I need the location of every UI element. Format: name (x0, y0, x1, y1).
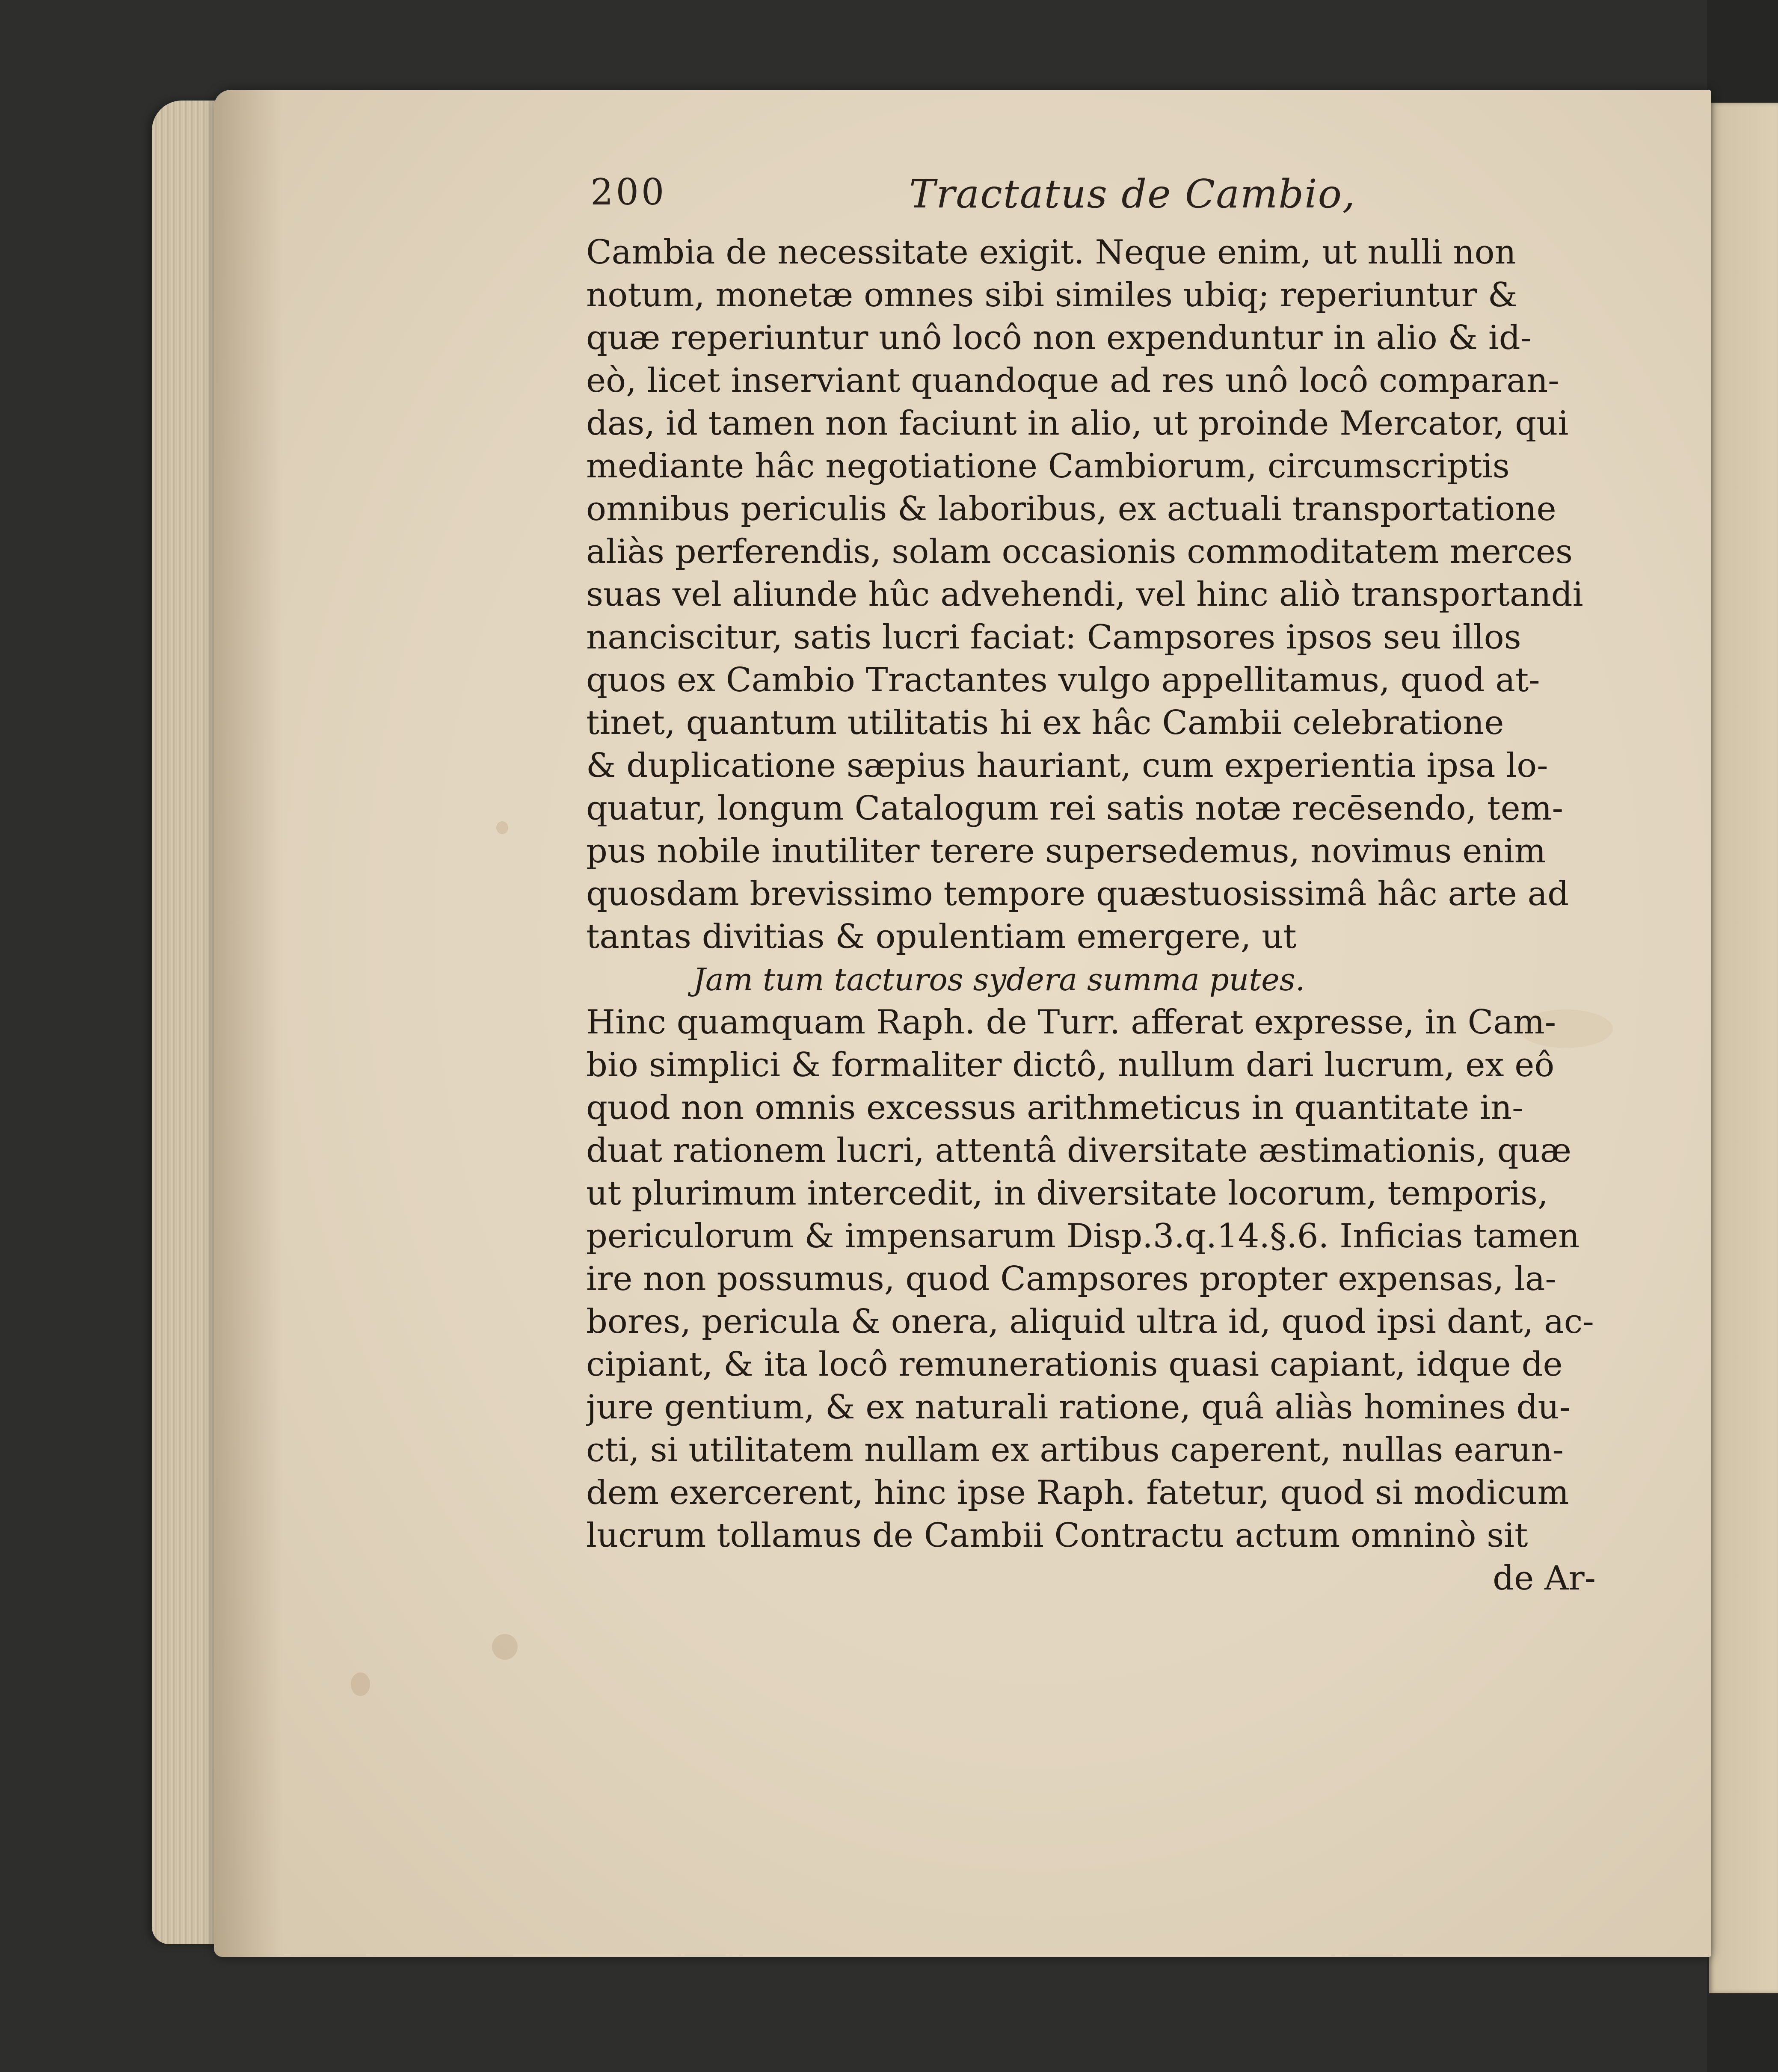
text-line: lucrum tollamus de Cambii Contractu actum omninò sit (586, 1516, 1528, 1555)
text-line: & duplicatione sæpius hauriant, cum experientia ipsa lo- (586, 746, 1548, 785)
text-line: cti, si utilitatem nullam ex artibus caperent, nullas earun- (586, 1431, 1564, 1469)
text-line: quæ reperiuntur unô locô non expenduntur in alio & id- (586, 319, 1532, 357)
page-number: 200 (590, 171, 667, 213)
catchword: de Ar- (1493, 1559, 1596, 1598)
text-line: tinet, quantum utilitatis hi ex hâc Cambii celebratione (586, 704, 1504, 742)
text-line: mediante hâc negotiatione Cambiorum, circumscriptis (586, 447, 1510, 485)
verse-quotation: Jam tum tacturos sydera summa putes. (693, 962, 1305, 998)
foxing-spot (496, 821, 508, 834)
text-line: pus nobile inutiliter terere supersedemus, novimus enim (586, 832, 1546, 870)
text-line: periculorum & impensarum Disp.3.q.14.§.6. Inficias tamen (586, 1217, 1580, 1255)
text-line: jure gentium, & ex naturali ratione, quâ aliàs homines du- (586, 1388, 1571, 1427)
text-line: ire non possumus, quod Campsores propter expensas, la- (586, 1260, 1556, 1298)
text-line: ut plurimum intercedit, in diversitate locorum, temporis, (586, 1174, 1548, 1213)
text-line: eò, licet inserviant quandoque ad res unô locô comparan- (586, 361, 1559, 400)
text-block (586, 231, 1604, 1600)
running-title: Tractatus de Cambio, (909, 171, 1356, 217)
text-line: omnibus periculis & laboribus, ex actuali transportatione (586, 490, 1556, 528)
text-line: Hinc quamquam Raph. de Turr. afferat expresse, in Cam- (586, 1003, 1556, 1042)
text-line: quatur, longum Catalogum rei satis notæ recēsendo, tem- (586, 789, 1563, 828)
text-line: Cambia de necessitate exigit. Neque enim, ut nulli non (586, 233, 1516, 272)
text-line: aliàs perferendis, solam occasionis commoditatem merces (586, 533, 1573, 571)
text-line: quos ex Cambio Tractantes vulgo appellitamus, quod at- (586, 661, 1540, 699)
text-line: notum, monetæ omnes sibi similes ubiq; reperiuntur & (586, 276, 1518, 314)
text-line: quod non omnis excessus arithmeticus in quantitate in- (586, 1089, 1523, 1127)
text-line: suas vel aliunde hûc advehendi, vel hinc aliò transportandi (586, 575, 1583, 614)
text-line: bores, pericula & onera, aliquid ultra id, quod ipsi dant, ac- (586, 1302, 1594, 1341)
text-line: cipiant, & ita locô remunerationis quasi capiant, idque de (586, 1345, 1563, 1384)
running-head (590, 171, 1617, 231)
text-line: nanciscitur, satis lucri faciat: Campsores ipsos seu illos (586, 618, 1521, 657)
text-line: dem exercerent, hinc ipse Raph. fatetur, quod si modicum (586, 1474, 1569, 1512)
gutter-shadow (214, 90, 282, 1957)
text-line: das, id tamen non faciunt in alio, ut proinde Mercator, qui (586, 404, 1569, 443)
facing-page-edge (1709, 103, 1778, 1993)
foxing-spot (492, 1634, 518, 1660)
text-line: duat rationem lucri, attentâ diversitate æstimationis, quæ (586, 1131, 1572, 1170)
text-line: tantas divitias & opulentiam emergere, ut (586, 918, 1297, 956)
text-line: bio simplici & formaliter dictô, nullum dari lucrum, ex eô (586, 1046, 1555, 1084)
foxing-spot (351, 1672, 370, 1696)
text-line: quosdam brevissimo tempore quæstuosissimâ hâc arte ad (586, 875, 1569, 913)
